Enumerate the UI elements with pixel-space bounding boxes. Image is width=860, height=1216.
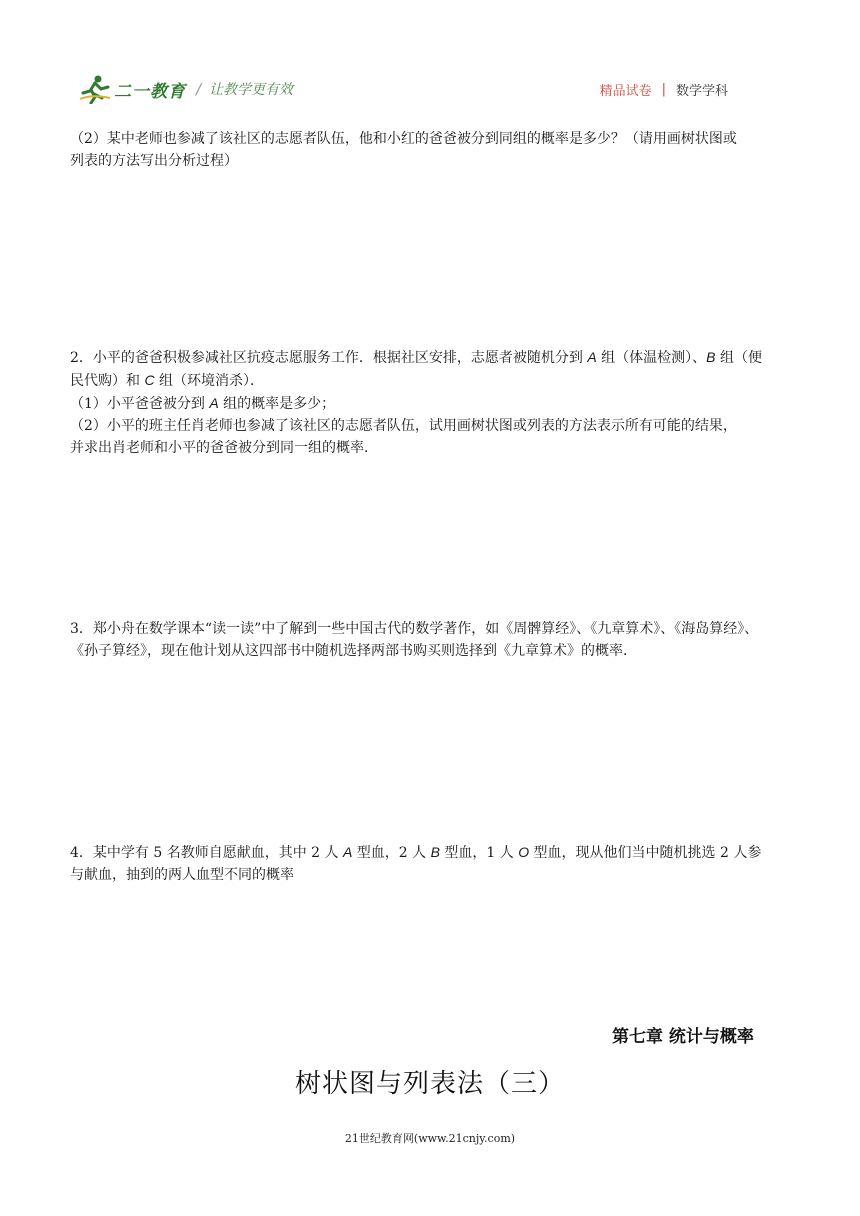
text-line	[70, 841, 795, 864]
logo	[78, 72, 293, 106]
text-line: 与献血，抽到的两人血型不同的概率	[70, 867, 294, 883]
var-c: C	[144, 372, 155, 388]
text-run: 4．某中学有 5 名教师自愿献血，其中 2 人	[70, 845, 343, 861]
var-a: A	[587, 349, 597, 365]
var-o: O	[518, 844, 530, 860]
text-run: 组（便	[715, 350, 762, 366]
logo-separator: /	[196, 80, 202, 98]
text-run: 组的概率是多少；	[218, 396, 336, 412]
question-3	[70, 618, 795, 662]
page-footer: 21世纪教育网(www.21cnjy.com)	[344, 1132, 516, 1145]
tag-divider: |	[661, 82, 666, 97]
var-b: B	[430, 844, 440, 860]
text-run: （1）小平爸爸被分到	[70, 396, 210, 412]
question-1-part-2	[70, 128, 795, 172]
var-a: A	[342, 844, 353, 860]
running-figure-icon	[78, 74, 112, 104]
text-run: 型血，2 人	[352, 845, 431, 861]
text-run: 民代购）和	[70, 373, 145, 389]
text-line	[70, 346, 795, 369]
text-line: （2）小平的班主任肖老师也参减了该社区的志愿者队伍，试用画树状图或列表的方法表示所有可能的结果，	[70, 418, 737, 434]
text-line: 并求出肖老师和小平的爸爸被分到同一组的概率．	[70, 440, 378, 456]
page-header	[78, 72, 778, 106]
text-line	[70, 392, 795, 415]
text-run: 组（体温检测）、	[596, 350, 707, 366]
tag-subject: 数学学科	[675, 84, 728, 99]
logo-slogan: 让教学更有效	[209, 82, 294, 98]
var-b: B	[706, 349, 716, 365]
var-a: A	[209, 395, 219, 411]
text-run: 型血，1 人	[439, 845, 519, 861]
question-2	[70, 346, 795, 459]
text-line: （2）某中老师也参减了该社区的志愿者队伍，他和小红的爸爸被分到同组的概率是多少？（请用画树状图或	[70, 131, 737, 147]
question-4	[70, 841, 795, 886]
logo-text: 二一教育	[114, 81, 186, 102]
text-run: 组（环境消杀）．	[154, 373, 265, 389]
text-line: 列表的方法写出分析过程）	[70, 153, 238, 169]
text-line: 《孙子算经》，现在他计划从这四部书中随机选择两部书购买则选择到《九章算术》的概率．	[70, 643, 637, 659]
page-title: 树状图与列表法（三）	[294, 1069, 565, 1099]
header-tags	[600, 80, 728, 99]
text-run: 2．小平的爸爸积极参减社区抗疫志愿服务工作．根据社区安排，志愿者被随机分到	[70, 350, 588, 366]
text-line: 3．郑小舟在数学课本“读一读”中了解到一些中国古代的数学著作，如《周髀算经》、《九章算术》、《海岛算经》、	[70, 621, 759, 637]
text-line	[70, 369, 795, 392]
text-run: 型血，现从他们当中随机挑选 2 人参	[529, 845, 762, 861]
tag-premium: 精品试卷	[599, 84, 652, 99]
chapter-label: 第七章 统计与概率	[612, 1027, 754, 1047]
